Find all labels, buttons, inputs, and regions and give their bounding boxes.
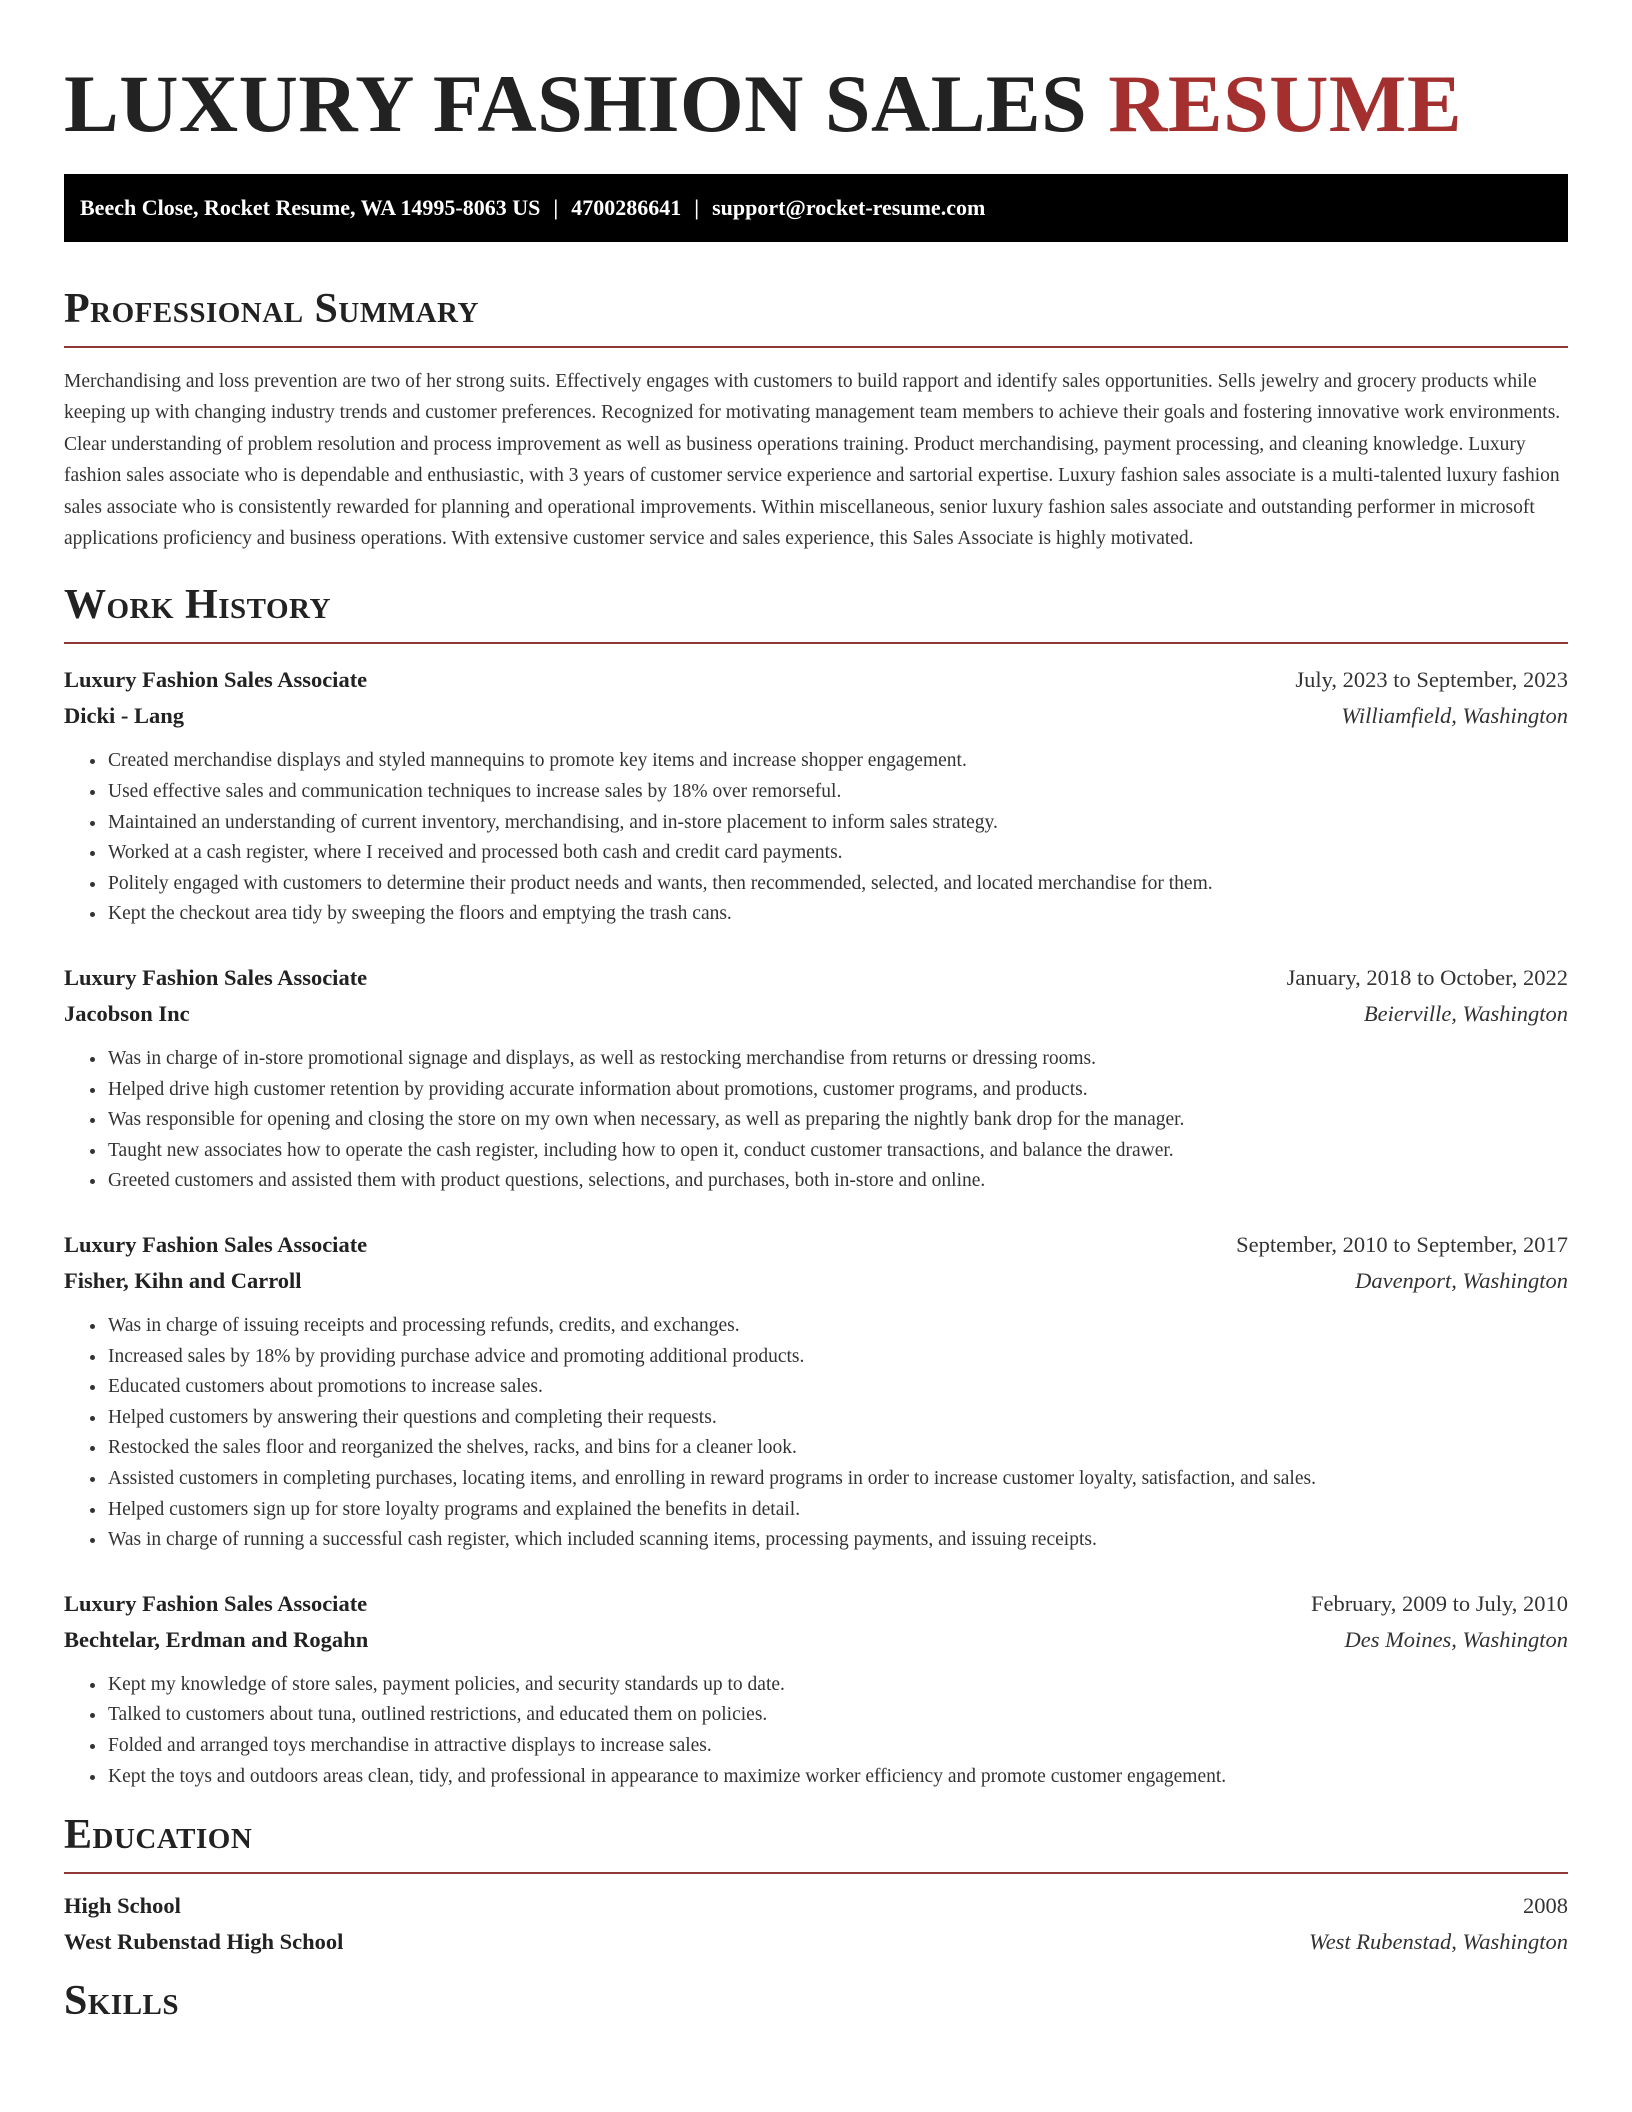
job-bullet: • Talked to customers about tuna, outlined restrictions, and educated them on policies.: [107, 1700, 1568, 1731]
job-company-row: [64, 1622, 1568, 1658]
title-main: LUXURY FASHION SALES: [64, 58, 1088, 149]
education-entry: [64, 1888, 1568, 1960]
job-company-row: [64, 698, 1568, 734]
job-title-row: [64, 960, 1568, 996]
job-bullet: • Taught new associates how to operate the cash register, including how to open it, conduct customer transactions, and balance the drawer.: [107, 1136, 1568, 1167]
skills-heading: Skills: [64, 1978, 180, 2025]
job-title-row: [64, 1586, 1568, 1622]
education-location: West Rubenstad, Washington: [1309, 1929, 1568, 1955]
resume-title: [64, 0, 1568, 150]
title-accent: RESUME: [1108, 58, 1463, 149]
job-entry: [64, 662, 1568, 930]
job-title: Luxury Fashion Sales Associate: [64, 965, 368, 990]
job-company: Fisher, Kihn and Carroll: [64, 1267, 302, 1293]
job-dates: February, 2009 to July, 2010: [1310, 1590, 1568, 1616]
job-bullet: • Was responsible for opening and closing the store on my own when necessary, as well as preparing the nightly bank drop for the manager.: [107, 1105, 1568, 1136]
job-location: Davenport, Washington: [1355, 1267, 1568, 1293]
job-title-row: [64, 662, 1568, 698]
job-title: Luxury Fashion Sales Associate: [64, 1231, 368, 1257]
job-bullet-list: [64, 746, 1568, 930]
job-bullet: • Helped customers by answering their questions and completing their requests.: [107, 1403, 1568, 1434]
education-degree: High School: [64, 1893, 181, 1919]
work-history-heading: Work History: [64, 580, 1568, 644]
job-bullet: • Worked at a cash register, where I received and processed both cash and credit card payments.: [107, 838, 1568, 869]
job-dates: July, 2023 to September, 2023: [1295, 667, 1568, 693]
job-company: Bechtelar, Erdman and Rogahn: [64, 1626, 369, 1652]
job-bullet: • Politely engaged with customers to determine their product needs and wants, then recommended, selected, and located merchandise for them.: [107, 869, 1568, 900]
job-bullet: • Restocked the sales floor and reorganized the shelves, racks, and bins for a cleaner look.: [107, 1433, 1568, 1464]
summary-heading: Professional Summary: [64, 284, 1568, 348]
job-bullet: • Kept the checkout area tidy by sweeping the floors and emptying the trash cans.: [107, 899, 1568, 930]
job-title: Luxury Fashion Sales Associate: [64, 1590, 368, 1616]
job-title: Luxury Fashion Sales Associate: [64, 667, 368, 693]
job-bullet: • Helped drive high customer retention by providing accurate information about promotions, customer programs, and products.: [107, 1075, 1568, 1106]
job-bullet: • Created merchandise displays and styled mannequins to promote key items and increase shopper engagement.: [107, 746, 1568, 777]
job-bullet: • Used effective sales and communication techniques to increase sales by 18% over remorseful.: [107, 777, 1568, 808]
job-bullet: • Kept my knowledge of store sales, payment policies, and security standards up to date.: [107, 1670, 1568, 1701]
contact-separator: |: [694, 195, 700, 220]
contact-phone: 4700286641: [571, 195, 682, 220]
job-bullet: • Greeted customers and assisted them with product questions, selections, and purchases, both in-store and online.: [107, 1166, 1568, 1197]
job-bullet: • Educated customers about promotions to increase sales.: [107, 1372, 1568, 1403]
education-school: West Rubenstad High School: [64, 1929, 344, 1955]
job-bullet-list: [64, 1044, 1568, 1197]
job-title-row: [64, 1227, 1568, 1263]
contact-separator: |: [553, 195, 559, 220]
job-bullet-list: [64, 1311, 1568, 1556]
job-entry: [64, 960, 1568, 1197]
education-year: 2008: [1523, 1893, 1568, 1919]
education-heading: Education: [64, 1810, 1568, 1874]
job-company-row: [64, 1263, 1568, 1299]
education-school-row: [64, 1924, 1568, 1960]
contact-address: Beech Close, Rocket Resume, WA 14995-8063 US: [80, 195, 541, 220]
education-degree-row: [64, 1888, 1568, 1924]
job-bullet: • Maintained an understanding of current inventory, merchandising, and in-store placement to inform sales strategy.: [107, 808, 1568, 839]
job-entry: [64, 1586, 1568, 1792]
job-dates: January, 2018 to October, 2022: [1286, 965, 1568, 990]
job-bullet-list: [64, 1670, 1568, 1792]
job-company-row: [64, 996, 1568, 1032]
job-bullet: • Was in charge of issuing receipts and processing refunds, credits, and exchanges.: [107, 1311, 1568, 1342]
job-bullet: • Helped customers sign up for store loyalty programs and explained the benefits in detail.: [107, 1495, 1568, 1526]
job-location: Williamfield, Washington: [1341, 703, 1568, 729]
job-company: Jacobson Inc: [64, 1001, 190, 1026]
job-dates: September, 2010 to September, 2017: [1236, 1231, 1568, 1257]
contact-email[interactable]: support@rocket-resume.com: [712, 195, 986, 220]
job-bullet: • Kept the toys and outdoors areas clean, tidy, and professional in appearance to maximize worker efficiency and promote customer engagement.: [107, 1762, 1568, 1793]
summary-text: Merchandising and loss prevention are two of her strong suits. Effectively engages with customers to build rapport and identify sales opportunities. Sells jewelry and grocery products while keeping up with changing industry trends and customer preferences. Recognized for motivating management team members to achieve their goals and fostering innovative work environments. Clear understanding of problem resolution and process improvement as well as business operations training. Product merchandising, payment processing, and cleaning knowledge. Luxury fashion sales associate who is dependable and enthusiastic, with 3 years of customer service experience and sartorial expertise. Luxury fashion sales associate is a multi-talented luxury fashion sales associate who is consistently rewarded for planning and operational improvements. Within miscellaneous, senior luxury fashion sales associate and outstanding performer in microsoft applications proficiency and business operations. With extensive customer service and sales experience, this Sales Associate is highly motivated.: [64, 371, 1561, 550]
job-bullet: • Was in charge of running a successful cash register, which included scanning items, processing payments, and issuing receipts.: [107, 1525, 1568, 1556]
contact-bar: [64, 174, 1568, 242]
job-entry: [64, 1227, 1568, 1556]
job-location: Beierville, Washington: [1363, 1001, 1568, 1026]
job-location: Des Moines, Washington: [1344, 1626, 1568, 1652]
job-company: Dicki - Lang: [64, 703, 185, 729]
job-bullet: • Was in charge of in-store promotional signage and displays, as well as restocking merchandise from returns or dressing rooms.: [107, 1044, 1568, 1075]
job-bullet: • Increased sales by 18% by providing purchase advice and promoting additional products.: [107, 1342, 1568, 1373]
job-bullet: • Folded and arranged toys merchandise in attractive displays to increase sales.: [107, 1731, 1568, 1762]
job-bullet: • Assisted customers in completing purchases, locating items, and enrolling in reward programs in order to increase customer loyalty, satisfaction, and sales.: [107, 1464, 1568, 1495]
